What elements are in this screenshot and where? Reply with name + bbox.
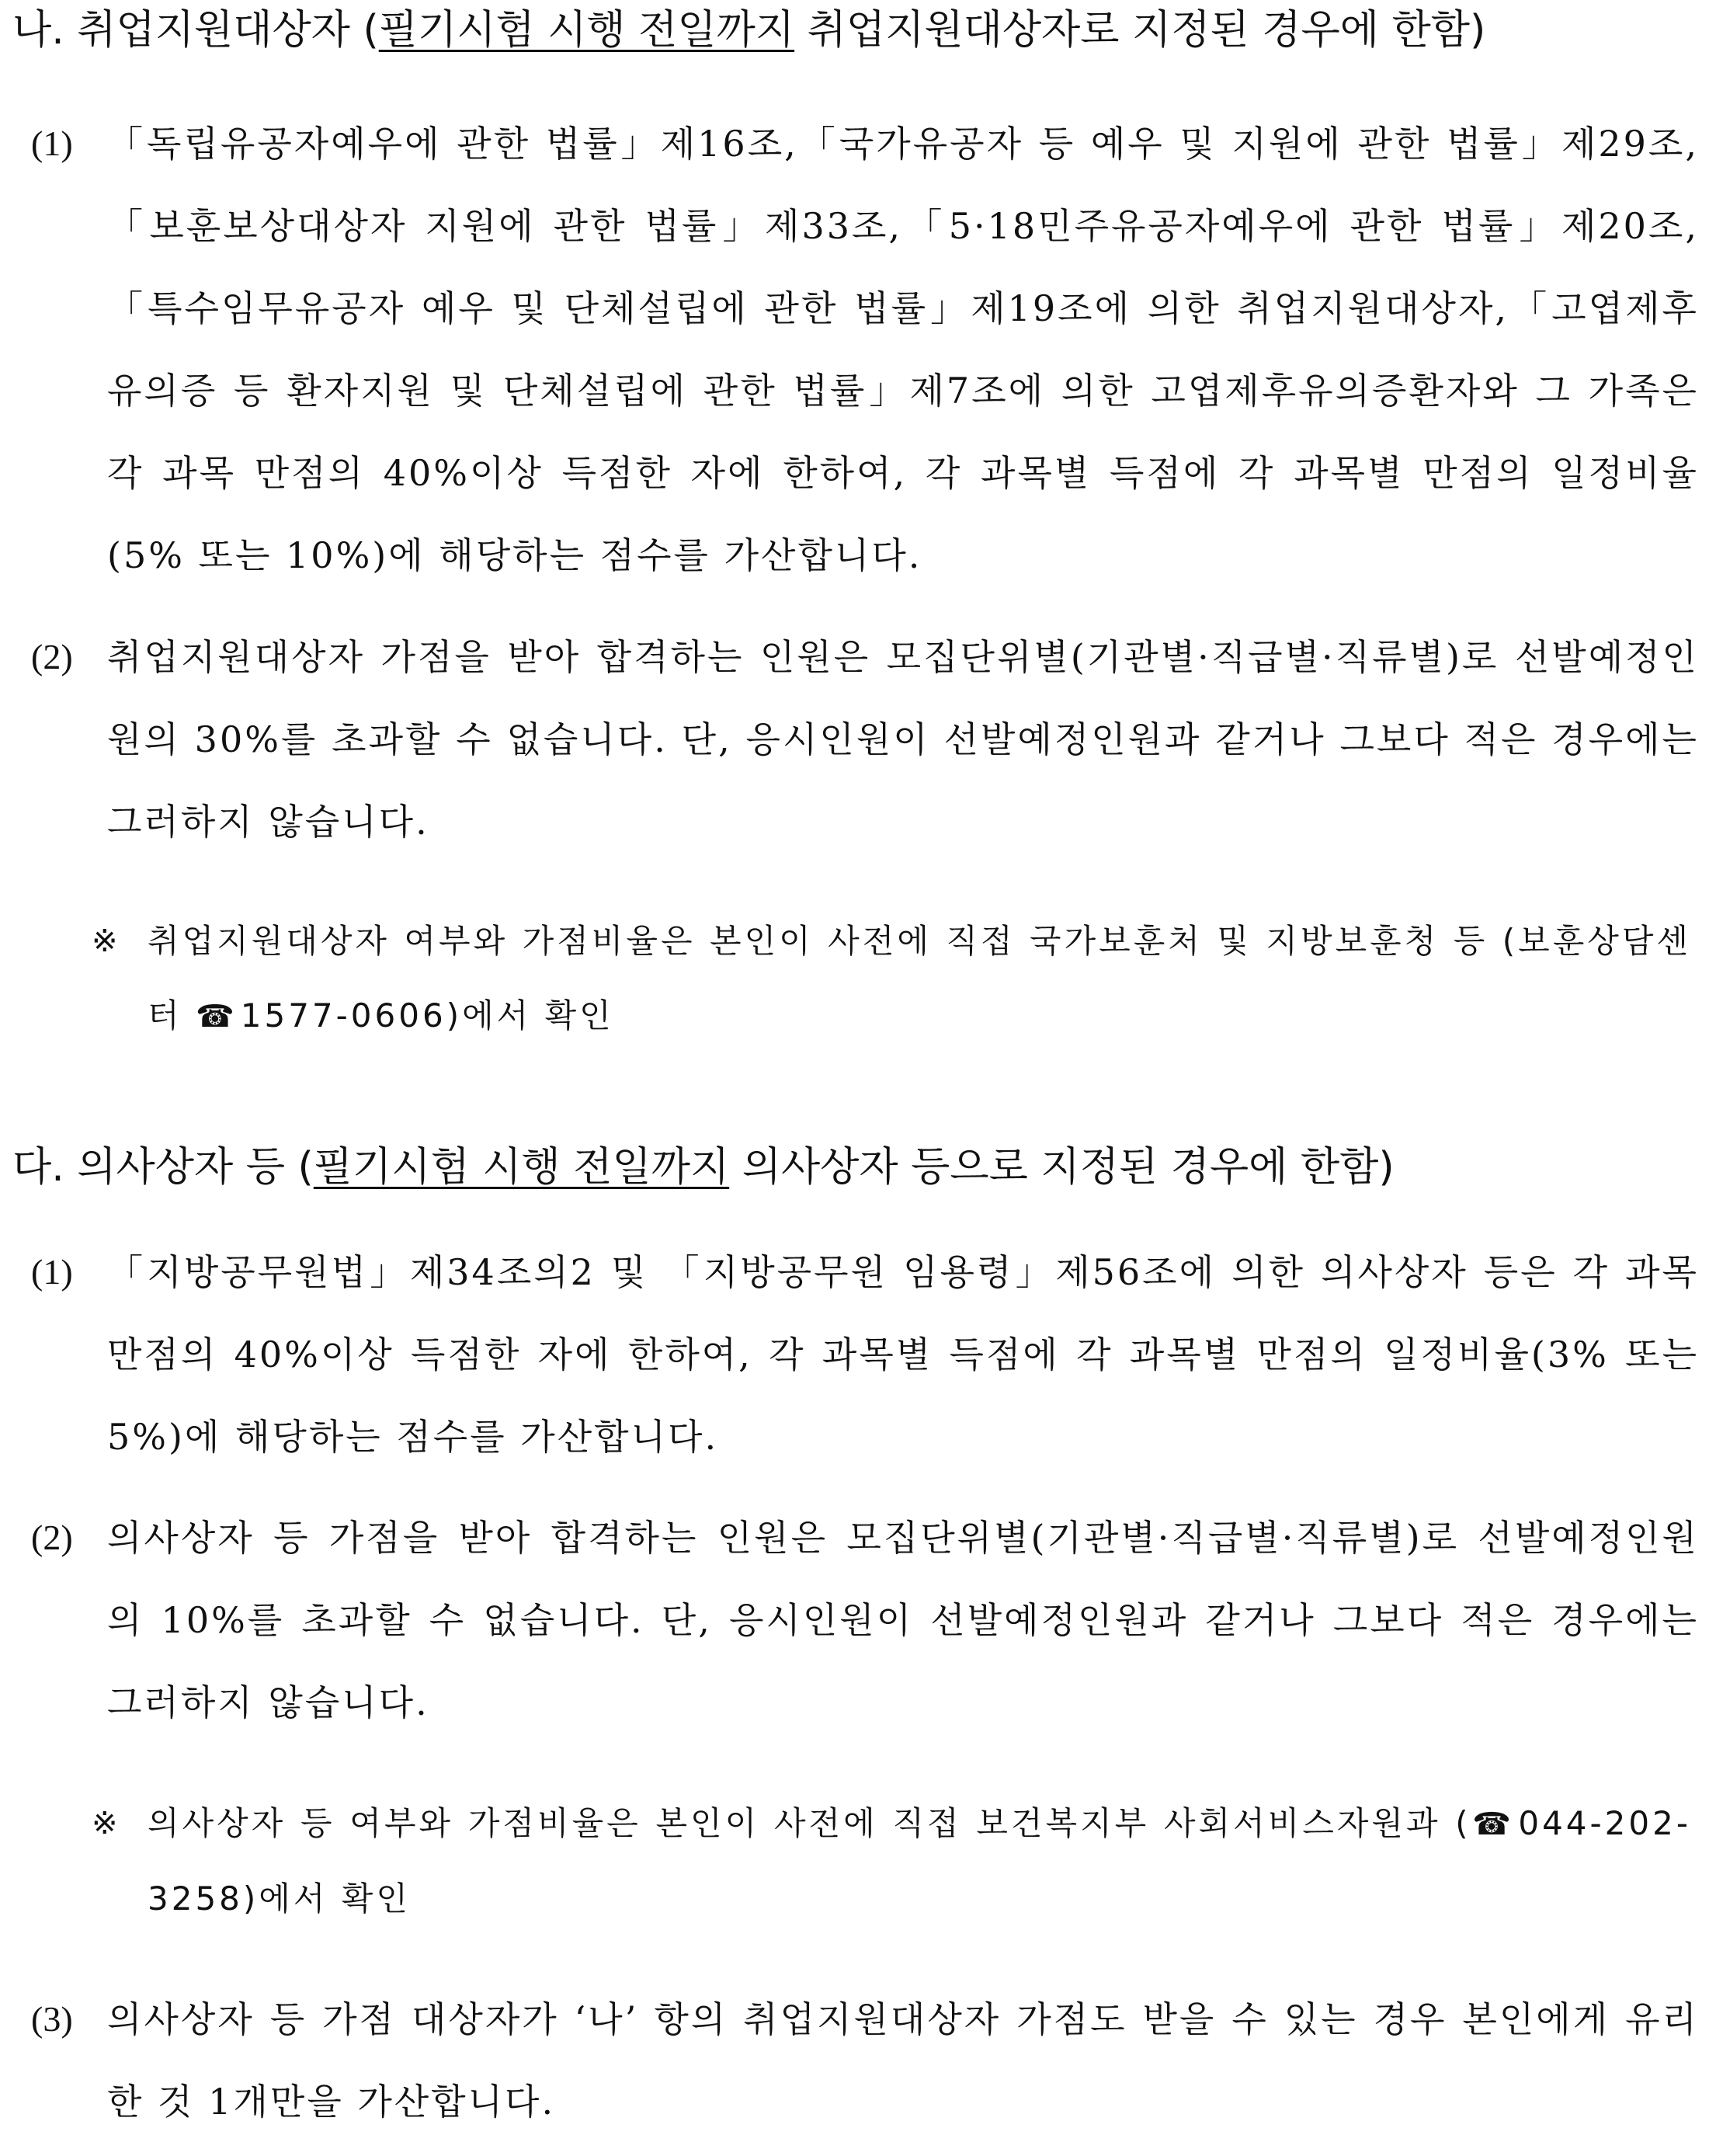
reference-mark-icon: ※ (92, 923, 118, 959)
phone-icon: ☎ (1471, 1807, 1516, 1842)
item-number: (2) (31, 637, 73, 676)
phone-number: 044-202-3258 (148, 1804, 1691, 1918)
section-da-heading (12, 1140, 1690, 1194)
phone-number: 1577-0606 (240, 996, 446, 1035)
item-number: (1) (31, 1252, 73, 1292)
heading-prefix: 다. 의사상자 등 ( (12, 1144, 314, 1191)
reference-mark-icon: ※ (92, 1806, 118, 1841)
heading-prefix: 나. 취업지원대상자 ( (12, 7, 379, 54)
item-text: 「지방공무원법」제34조의2 및 「지방공무원 임용령」제56조에 의한 의사상자 등은 각 과목 만점의 40%이상 득점한 자에 한하여, 각 과목별 득점에 각 과목별 만점의 일정비율(3% 또는 5%)에 해당하는 점수를 가산합니다. (107, 1251, 1699, 1458)
item-text: 의사상자 등 가점 대상자가 ‘나’ 항의 취업지원대상자 가점도 받을 수 있는 경우 본인에게 유리한 것 1개만을 가산합니다. (107, 1998, 1699, 2123)
item-text: 취업지원대상자 가점을 받아 합격하는 인원은 모집단위별(기관별·직급별·직류별)로 선발예정인원의 30%를 초과할 수 없습니다. 단, 응시인원이 선발예정인원과 같거나 그보다 적은 경우에는 그러하지 않습니다. (107, 636, 1699, 843)
heading-suffix: 취업지원대상자로 지정된 경우에 한함) (794, 7, 1486, 54)
note-text: 의사상자 등 여부와 가점비율은 본인이 사전에 직접 보건복지부 사회서비스자원과 (☎044-202-3258)에서 확인 (148, 1804, 1691, 1918)
heading-underlined: 필기시험 시행 전일까지 (378, 7, 795, 54)
item-text: 의사상자 등 가점을 받아 합격하는 인원은 모집단위별(기관별·직급별·직류별)로 선발예정인원의 10%를 초과할 수 없습니다. 단, 응시인원이 선발예정인원과 같거나 그보다 적은 경우에는 그러하지 않습니다. (107, 1517, 1699, 1723)
item-number: (1) (31, 123, 73, 163)
item-text: 「독립유공자예우에 관한 법률」제16조,「국가유공자 등 예우 및 지원에 관한 법률」제29조,「보훈보상대상자 지원에 관한 법률」제33조,「5·18민주유공자예우에 관한 법률」제20조,「특수임무유공자 예우 및 단체설립에 관한 법률」제19조에 의한 취업지원대상자,「고엽제후유의증 등 환자지원 및 단체설립에 관한 법률」제7조에 의한 고엽제후유의증환자와 그 가족은 각 과목 만점의 40%이상 득점한 자에 한하여, 각 과목별 득점에 각 과목별 만점의 일정비율(5% 또는 10%)에 해당하는 점수를 가산합니다. (107, 123, 1699, 576)
item-number: (3) (31, 1999, 73, 2039)
section-na-heading (12, 3, 1690, 57)
item-number: (2) (31, 1518, 73, 1557)
note-text: 취업지원대상자 여부와 가점비율은 본인이 사전에 직접 국가보훈처 및 지방보훈청 등 (보훈상담센터 ☎1577-0606)에서 확인 (148, 922, 1691, 1035)
heading-underlined: 필기시험 시행 전일까지 (313, 1144, 730, 1191)
heading-suffix: 의사상자 등으로 지정된 경우에 한함) (729, 1144, 1395, 1191)
phone-icon: ☎ (195, 999, 238, 1035)
